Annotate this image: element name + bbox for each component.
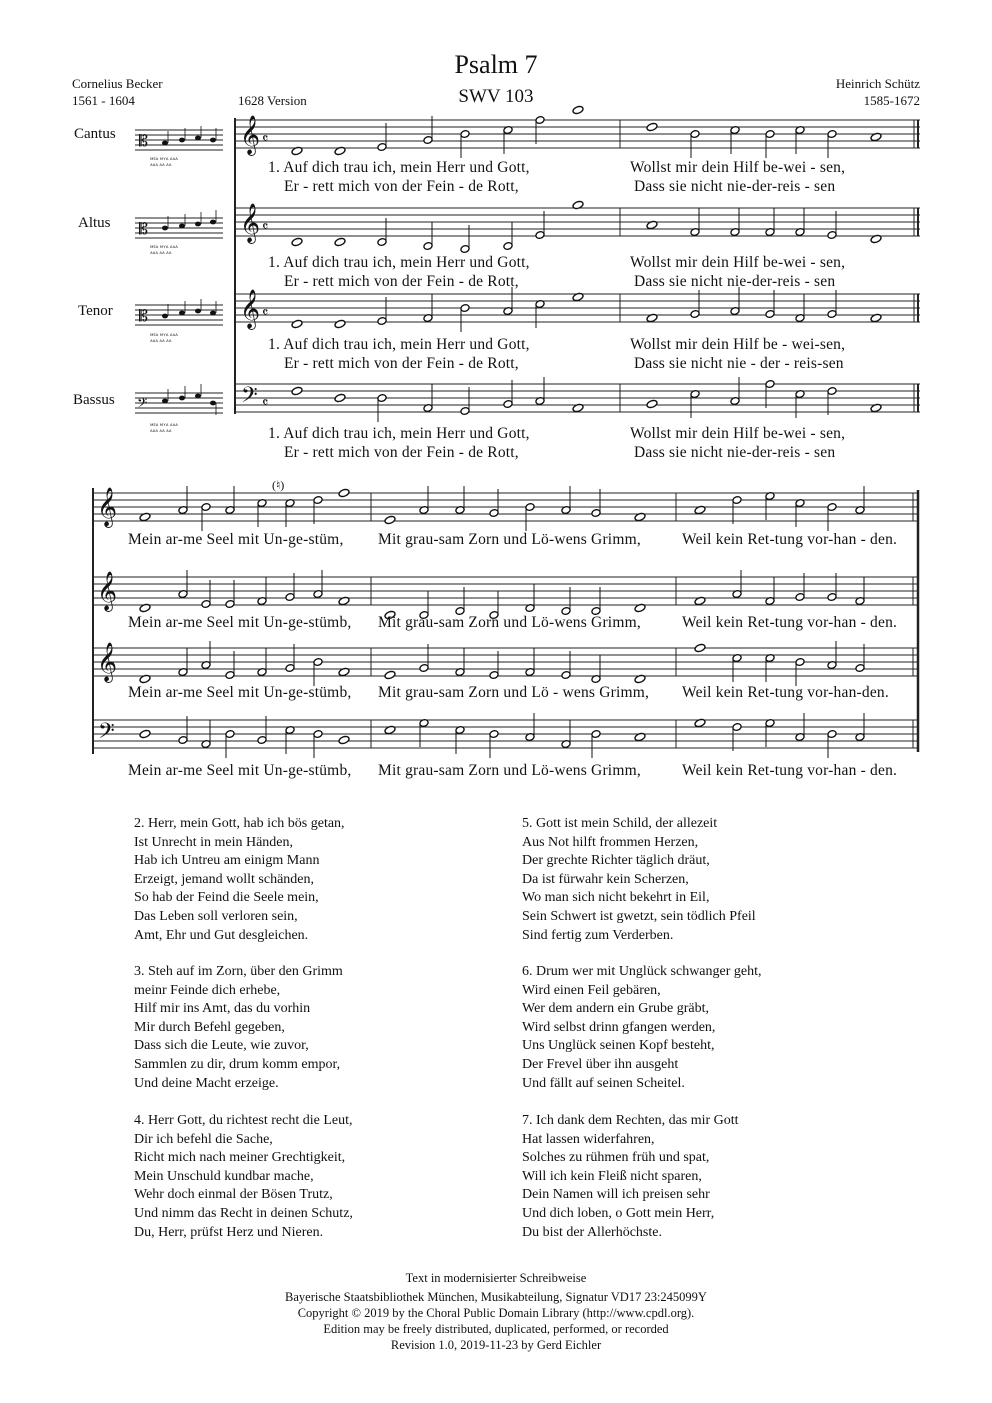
time-signature-icon: 𝄴 [262, 395, 269, 411]
time-signature-icon: 𝄴 [262, 219, 269, 235]
footer-note: Text in modernisierter Schreibweise [405, 1271, 587, 1285]
note-head [646, 122, 658, 132]
lyric-line: Dass sie nicht nie-der-reis - sen [634, 178, 836, 195]
lyric-line: Mein ar-me Seel mit Un-ge-stümb, [128, 762, 352, 779]
lyric-line: Mit grau-sam Zorn und Lö-wens Grimm, [378, 531, 641, 548]
poet-dates: 1561 - 1604 [72, 93, 135, 108]
lyric-line: Weil kein Ret-tung vor-han-den. [682, 684, 889, 701]
note-head [694, 643, 706, 653]
lyric-line: Er - rett mich von der Fein - de Rott, [284, 178, 519, 195]
footer-source: Bayerische Staatsbibliothek München, Musikabteilung, Signatur VD17 23:245099Y [285, 1290, 707, 1304]
note-head [338, 735, 350, 745]
svg-text:ᴀᴀᴀ ᴀᴀ ᴀᴀ: ᴀᴀᴀ ᴀᴀ ᴀᴀ [150, 429, 172, 434]
footer-license: Edition may be freely distributed, duplicated, performed, or recorded [323, 1322, 669, 1336]
lyric-line: Wollst mir dein Hilf be - wei-sen, [630, 336, 846, 353]
note-head [291, 237, 303, 247]
natural-mark: (♮) [272, 478, 285, 492]
verse-block-3: 3. Steh auf im Zorn, über den Grimm meinr Feinde dich erhebe, Hilf mir ins Amt, das du vorhin Mir durch Befehl gegeben, Dass sich die Leute, wie zuvor, Sammlen zu dir, drum komm empor, Und deine Macht erzeige. [134, 964, 343, 1091]
treble-clef-icon: 𝄞 [240, 289, 261, 329]
verse-block-7: 7. Ich dank dem Rechten, das mir Gott Hat lassen widerfahren, Solches zu rühmen früh und spat, Will ich kein Fleiß nicht sparen, Dein Namen will ich preisen sehr Und dich loben, o Gott mein Herr, Du bist der Allerhöchste. [522, 1113, 739, 1240]
svg-text:ᴍᴇᴀ ᴍʏᴀ ᴀᴀᴀ: ᴍᴇᴀ ᴍʏᴀ ᴀᴀᴀ [150, 157, 178, 162]
incipit-staves [135, 130, 223, 413]
treble-clef-icon: 𝄞 [97, 487, 118, 527]
verse-block-2: 2. Herr, mein Gott, hab ich bös getan, Ist Unrecht in mein Händen, Hab ich Untreu am einigm Mann Erzeigt, jemand wollt schänden, So hab der Feind die Seele mein, Das Leben soll verloren sein, Amt, Ehr und Gut desgleichen. [134, 816, 345, 943]
svg-text:𝄡: 𝄡 [139, 219, 148, 238]
note-head [572, 105, 584, 115]
footer-revision: Revision 1.0, 2019-11-23 by Gerd Eichler [390, 1338, 602, 1352]
svg-text:ᴀᴀᴀ ᴀᴀ ᴀᴀ: ᴀᴀᴀ ᴀᴀ ᴀᴀ [150, 251, 172, 256]
time-signature-icon: 𝄴 [262, 131, 269, 147]
lyric-line: Weil kein Ret-tung vor-han - den. [682, 762, 898, 779]
voice-label-tenor: Tenor [78, 303, 113, 319]
page-subtitle: SWV 103 [458, 86, 534, 107]
svg-text:ᴀᴀᴀ ᴀᴀ ᴀᴀ: ᴀᴀᴀ ᴀᴀ ᴀᴀ [150, 339, 172, 344]
lyric-line: Wollst mir dein Hilf be-wei - sen, [630, 159, 846, 176]
svg-text:ᴍᴇᴀ ᴍʏᴀ ᴀᴀᴀ: ᴍᴇᴀ ᴍʏᴀ ᴀᴀᴀ [150, 333, 178, 338]
note-head [291, 386, 303, 396]
note-head [139, 729, 151, 739]
lyric-line: Weil kein Ret-tung vor-han - den. [682, 531, 898, 548]
voice-label-altus: Altus [78, 215, 111, 231]
note-head [334, 237, 346, 247]
time-signature-icon: 𝄴 [262, 305, 269, 321]
lyric-line: Wollst mir dein Hilf be-wei - sen, [630, 425, 846, 442]
lyric-line: Dass sie nicht nie - der - reis-sen [634, 355, 844, 372]
note-head [334, 393, 346, 403]
lyric-line: 1. Auf dich trau ich, mein Herr und Gott, [268, 159, 530, 176]
verse-block-4: 4. Herr Gott, du richtest recht die Leut, Dir ich befehl die Sache, Richt mich nach meiner Grechtigkeit, Mein Unschuld kundbar mache, Wehr doch einmal der Bösen Trutz, Und nimm das Recht in deinen Schutz, Du, Herr, prüfst Herz und Nieren. [134, 1113, 353, 1240]
lyric-line: 1. Auf dich trau ich, mein Herr und Gott, [268, 425, 530, 442]
lyric-line: Weil kein Ret-tung vor-han - den. [682, 614, 898, 631]
bass-clef-icon: 𝄢 [98, 719, 115, 749]
composer-dates: 1585-1672 [863, 93, 920, 108]
composer-name: Heinrich Schütz [835, 76, 920, 91]
poet-name: Cornelius Becker [72, 76, 163, 91]
lyric-line: Dass sie nicht nie-der-reis - sen [634, 273, 836, 290]
note-head [338, 488, 350, 498]
lyric-line: Er - rett mich von der Fein - de Rott, [284, 273, 519, 290]
lyric-line: Dass sie nicht nie-der-reis - sen [634, 444, 836, 461]
svg-text:ᴍᴇᴀ ᴍʏᴀ ᴀᴀᴀ: ᴍᴇᴀ ᴍʏᴀ ᴀᴀᴀ [150, 245, 178, 250]
lyric-line: Er - rett mich von der Fein - de Rott, [284, 444, 519, 461]
treble-clef-icon: 𝄞 [97, 571, 118, 611]
lyric-line: 1. Auf dich trau ich, mein Herr und Gott, [268, 336, 530, 353]
lyric-line: Mein ar-me Seel mit Un-ge-stümb, [128, 614, 352, 631]
svg-text:ᴀᴀᴀ ᴀᴀ ᴀᴀ: ᴀᴀᴀ ᴀᴀ ᴀᴀ [150, 163, 172, 168]
bass-clef-icon: 𝄢 [241, 383, 258, 413]
lyric-line: Er - rett mich von der Fein - de Rott, [284, 355, 519, 372]
treble-clef-icon: 𝄞 [240, 115, 261, 155]
note-head [384, 670, 396, 680]
version-label: 1628 Version [238, 93, 307, 108]
treble-clef-icon: 𝄞 [240, 203, 261, 243]
svg-text:𝄢: 𝄢 [137, 395, 148, 414]
verse-block-5: 5. Gott ist mein Schild, der allezeit Aus Not hilft frommen Herzen, Der grechte Richter täglich dräut, Da ist fürwahr kein Scherzen, Wo man sich nicht bekehrt in Eil, Sein Schwert ist gwetzt, sein tödlich Pfeil Sind fertig zum Verderben. [522, 816, 756, 943]
note-head [291, 319, 303, 329]
lyric-line: Wollst mir dein Hilf be-wei - sen, [630, 254, 846, 271]
treble-clef-icon: 𝄞 [97, 642, 118, 682]
lyric-line: Mit grau-sam Zorn und Lö - wens Grimm, [378, 684, 650, 701]
lyric-line: Mit grau-sam Zorn und Lö-wens Grimm, [378, 762, 641, 779]
svg-text:ᴍᴇᴀ ᴍʏᴀ ᴀᴀᴀ: ᴍᴇᴀ ᴍʏᴀ ᴀᴀᴀ [150, 423, 178, 428]
lyric-line: Mit grau-sam Zorn und Lö-wens Grimm, [378, 614, 641, 631]
lyric-line: Mein ar-me Seel mit Un-ge-stümb, [128, 684, 352, 701]
note-head [384, 515, 396, 525]
verse-block-6: 6. Drum wer mit Unglück schwanger geht, Wird einen Feil gebären, Wer dem andern ein Grube gräbt, Wird selbst drinn gfangen werden, Uns Unglück seinen Kopf besteht, Der Frevel über ihn ausgeht Und fällt auf seinen Scheitel. [522, 964, 762, 1091]
incipit-notes [137, 126, 216, 415]
svg-text:𝄡: 𝄡 [139, 131, 148, 150]
page-title: Psalm 7 [454, 50, 538, 79]
voice-label-cantus: Cantus [74, 126, 116, 142]
lyric-line: Mein ar-me Seel mit Un-ge-stüm, [128, 531, 344, 548]
note-head [334, 319, 346, 329]
voice-label-bassus: Bassus [73, 392, 115, 408]
note-head [646, 399, 658, 409]
footer-copyright: Copyright © 2019 by the Choral Public Domain Library (http://www.cpdl.org). [297, 1306, 695, 1320]
lyric-line: 1. Auf dich trau ich, mein Herr und Gott, [268, 254, 530, 271]
svg-text:𝄡: 𝄡 [139, 306, 148, 325]
